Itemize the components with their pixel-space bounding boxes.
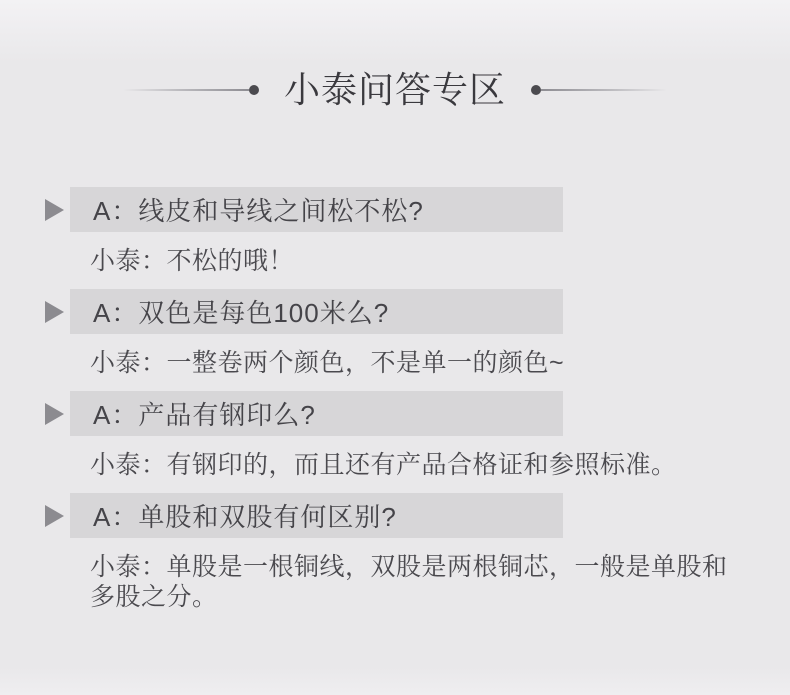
qa-item [0, 391, 790, 480]
arrow-right-icon [45, 199, 64, 221]
page-title: 小泰问答专区 [283, 69, 506, 110]
question-bar [70, 493, 563, 538]
question-bar [70, 289, 563, 334]
question-bar [70, 187, 563, 232]
answer-text: 小泰：有钢印的，而且还有产品合格证和参照标准。 [90, 451, 677, 479]
section-header [0, 0, 790, 112]
qa-list [0, 187, 790, 612]
decorative-line-left [123, 89, 249, 91]
decorative-line-right [541, 89, 667, 91]
arrow-right-icon [45, 505, 64, 527]
qa-item [0, 493, 790, 612]
question-text: A：单股和双股有何区别? [93, 502, 397, 532]
decorative-dot-left-icon [249, 85, 259, 95]
answer-text: 小泰：不松的哦！ [90, 247, 295, 275]
decorative-dot-right-icon [531, 85, 541, 95]
question-text: A：双色是每色100米么? [93, 298, 390, 328]
question-row [45, 289, 790, 334]
question-row [45, 493, 790, 538]
qa-item [0, 289, 790, 378]
question-row [45, 187, 790, 232]
question-row [45, 391, 790, 436]
qa-item [0, 187, 790, 276]
question-bar [70, 391, 563, 436]
arrow-right-icon [45, 301, 64, 323]
question-text: A：线皮和导线之间松不松? [93, 196, 424, 226]
answer-text: 小泰：单股是一根铜线，双股是两根铜芯，一般是单股和多股之分。 [90, 553, 728, 611]
answer-text: 小泰：一整卷两个颜色，不是单一的颜色~ [90, 349, 565, 377]
question-text: A：产品有钢印么? [93, 400, 316, 430]
arrow-right-icon [45, 403, 64, 425]
